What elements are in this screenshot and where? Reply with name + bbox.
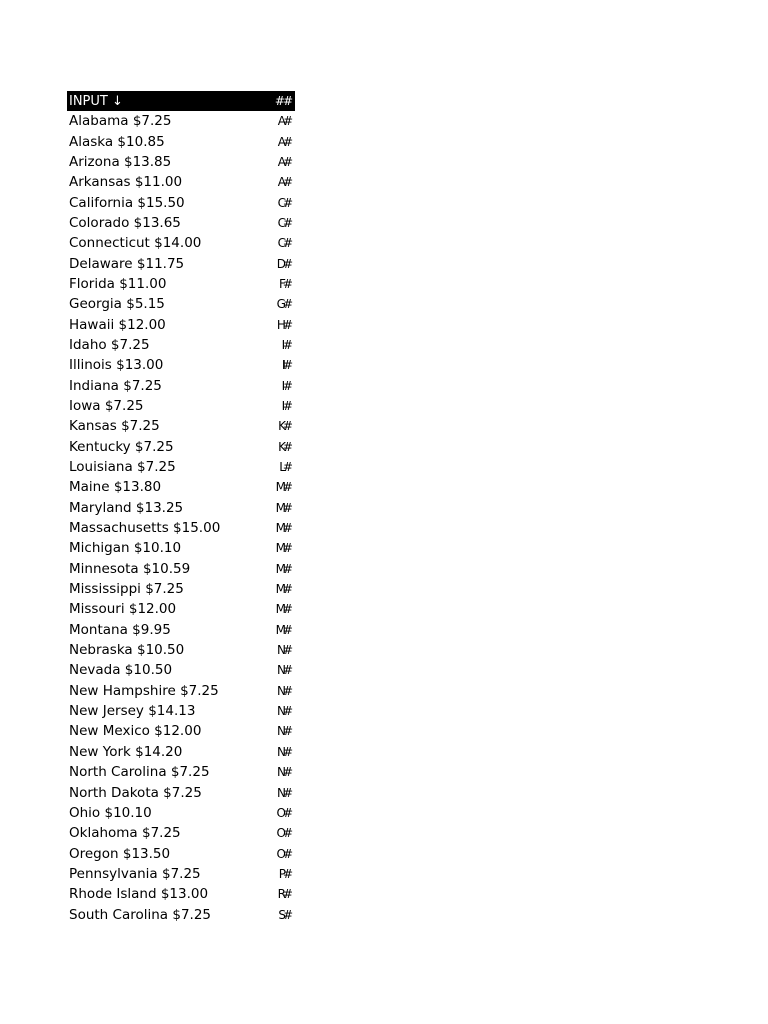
table-row[interactable]	[67, 884, 295, 904]
cell-code[interactable]: M#	[275, 541, 290, 556]
cell-state-wage[interactable]: Kentucky $7.25	[69, 438, 174, 455]
cell-code[interactable]: O#	[276, 805, 290, 820]
cell-code[interactable]: M#	[275, 602, 290, 617]
table-row[interactable]	[67, 579, 295, 599]
table-row[interactable]	[67, 640, 295, 660]
cell-state-wage[interactable]: Arizona $13.85	[69, 153, 172, 170]
cell-code[interactable]: C#	[277, 195, 290, 210]
cell-code[interactable]: II#	[281, 358, 290, 373]
cell-code[interactable]: N#	[276, 785, 290, 800]
cell-code[interactable]: N#	[276, 643, 290, 658]
cell-state-wage[interactable]: Minnesota $10.59	[69, 560, 191, 577]
cell-state-wage[interactable]: Louisiana $7.25	[69, 459, 176, 476]
table-row[interactable]	[67, 498, 295, 518]
cell-code[interactable]: N#	[276, 765, 290, 780]
cell-code[interactable]: M#	[275, 521, 290, 536]
cell-state-wage[interactable]: Delaware $11.75	[69, 255, 185, 272]
cell-code[interactable]: I #	[281, 398, 290, 413]
cell-state-wage[interactable]: South Carolina $7.25	[69, 906, 212, 923]
cell-code[interactable]: O#	[276, 826, 290, 841]
cell-code[interactable]: S#	[278, 907, 290, 922]
cell-code[interactable]: L#	[279, 460, 290, 475]
table-row[interactable]	[67, 416, 295, 436]
table-header-row[interactable]	[67, 91, 295, 111]
cell-code[interactable]: A#	[277, 154, 290, 169]
cell-state-wage[interactable]: Arkansas $11.00	[69, 174, 183, 191]
table-row[interactable]	[67, 335, 295, 355]
cell-code[interactable]: M#	[275, 500, 290, 515]
cell-state-wage[interactable]: Idaho $7.25	[69, 336, 150, 353]
table-row[interactable]	[67, 681, 295, 701]
cell-state-wage[interactable]: Missouri $12.00	[69, 601, 177, 618]
table-row[interactable]	[67, 375, 295, 395]
spreadsheet-table	[67, 91, 295, 925]
cell-state-wage[interactable]: Nevada $10.50	[69, 662, 173, 679]
column-header-input[interactable]: INPUT ↓	[69, 93, 123, 109]
cell-code[interactable]: N#	[276, 704, 290, 719]
cell-code[interactable]: H#	[276, 317, 290, 332]
table-row[interactable]	[67, 742, 295, 762]
table-row[interactable]	[67, 457, 295, 477]
table-row[interactable]	[67, 152, 295, 172]
table-row[interactable]	[67, 355, 295, 375]
cell-state-wage[interactable]: Pennsylvania $7.25	[69, 865, 201, 882]
cell-state-wage[interactable]: Florida $11.00	[69, 275, 167, 292]
table-row[interactable]	[67, 701, 295, 721]
table-row[interactable]	[67, 843, 295, 863]
table-row[interactable]	[67, 904, 295, 924]
cell-state-wage[interactable]: Illinois $13.00	[69, 357, 164, 374]
table-row[interactable]	[67, 437, 295, 457]
table-row[interactable]	[67, 620, 295, 640]
cell-code[interactable]: N#	[276, 744, 290, 759]
cell-state-wage[interactable]: Maryland $13.25	[69, 499, 184, 516]
cell-state-wage[interactable]: Montana $9.95	[69, 621, 171, 638]
cell-code[interactable]: N#	[276, 663, 290, 678]
cell-state-wage[interactable]: Alaska $10.85	[69, 133, 165, 150]
table-row[interactable]	[67, 253, 295, 273]
cell-code[interactable]: N#	[276, 724, 290, 739]
cell-state-wage[interactable]: New York $14.20	[69, 743, 183, 760]
table-row[interactable]	[67, 782, 295, 802]
cell-code[interactable]: F#	[279, 276, 290, 291]
cell-state-wage[interactable]: Kansas $7.25	[69, 418, 160, 435]
table-row[interactable]	[67, 111, 295, 131]
table-row[interactable]	[67, 294, 295, 314]
cell-state-wage[interactable]: Alabama $7.25	[69, 113, 172, 130]
cell-state-wage[interactable]: Michigan $10.10	[69, 540, 182, 557]
table-row[interactable]	[67, 314, 295, 334]
cell-state-wage[interactable]: Oklahoma $7.25	[69, 825, 181, 842]
cell-code[interactable]: M#	[275, 622, 290, 637]
column-header-code[interactable]: ##	[274, 94, 291, 108]
cell-code[interactable]: O#	[276, 846, 290, 861]
table-row[interactable]	[67, 131, 295, 151]
table-row[interactable]	[67, 274, 295, 294]
cell-code[interactable]: C#	[277, 236, 290, 251]
table-row[interactable]	[67, 803, 295, 823]
table-row[interactable]	[67, 477, 295, 497]
table-row[interactable]	[67, 762, 295, 782]
cell-state-wage[interactable]: Georgia $5.15	[69, 296, 165, 313]
cell-state-wage[interactable]: Rhode Island $13.00	[69, 886, 209, 903]
cell-code[interactable]: N#	[276, 683, 290, 698]
cell-code[interactable]: G#	[276, 297, 290, 312]
cell-code[interactable]: M#	[275, 582, 290, 597]
cell-code[interactable]: I #	[281, 337, 290, 352]
table-body	[67, 111, 295, 925]
cell-state-wage[interactable]: Oregon $13.50	[69, 845, 171, 862]
cell-state-wage[interactable]: New Mexico $12.00	[69, 723, 202, 740]
cell-state-wage[interactable]: Hawaii $12.00	[69, 316, 166, 333]
cell-code[interactable]: R#	[277, 887, 290, 902]
cell-state-wage[interactable]: New Hampshire $7.25	[69, 682, 219, 699]
cell-code[interactable]: A#	[277, 134, 290, 149]
table-row[interactable]	[67, 721, 295, 741]
cell-code[interactable]: C#	[277, 215, 290, 230]
table-row[interactable]	[67, 518, 295, 538]
cell-state-wage[interactable]: New Jersey $14.13	[69, 703, 196, 720]
table-row[interactable]	[67, 660, 295, 680]
cell-state-wage[interactable]: North Dakota $7.25	[69, 784, 202, 801]
cell-state-wage[interactable]: California $15.50	[69, 194, 185, 211]
cell-state-wage[interactable]: Mississippi $7.25	[69, 581, 184, 598]
cell-state-wage[interactable]: Maine $13.80	[69, 479, 162, 496]
cell-code[interactable]: D#	[276, 256, 290, 271]
cell-state-wage[interactable]: Ohio $10.10	[69, 804, 152, 821]
cell-state-wage[interactable]: Massachusetts $15.00	[69, 520, 221, 537]
cell-state-wage[interactable]: Colorado $13.65	[69, 214, 181, 231]
cell-code[interactable]: M#	[275, 561, 290, 576]
cell-code[interactable]: P#	[278, 866, 290, 881]
cell-code[interactable]: K#	[278, 419, 290, 434]
table-row[interactable]	[67, 233, 295, 253]
cell-code[interactable]: I #	[281, 378, 290, 393]
cell-code[interactable]: K#	[278, 439, 290, 454]
cell-state-wage[interactable]: Iowa $7.25	[69, 397, 144, 414]
table-row[interactable]	[67, 559, 295, 579]
table-row[interactable]	[67, 823, 295, 843]
table-row[interactable]	[67, 538, 295, 558]
cell-code[interactable]: A#	[277, 114, 290, 129]
table-row[interactable]	[67, 396, 295, 416]
cell-state-wage[interactable]: Connecticut $14.00	[69, 235, 202, 252]
cell-code[interactable]: A#	[277, 175, 290, 190]
table-row[interactable]	[67, 599, 295, 619]
table-row[interactable]	[67, 172, 295, 192]
cell-state-wage[interactable]: North Carolina $7.25	[69, 764, 210, 781]
cell-state-wage[interactable]: Indiana $7.25	[69, 377, 162, 394]
table-row[interactable]	[67, 213, 295, 233]
table-row[interactable]	[67, 864, 295, 884]
table-row[interactable]	[67, 192, 295, 212]
cell-code[interactable]: M#	[275, 480, 290, 495]
cell-state-wage[interactable]: Nebraska $10.50	[69, 642, 185, 659]
